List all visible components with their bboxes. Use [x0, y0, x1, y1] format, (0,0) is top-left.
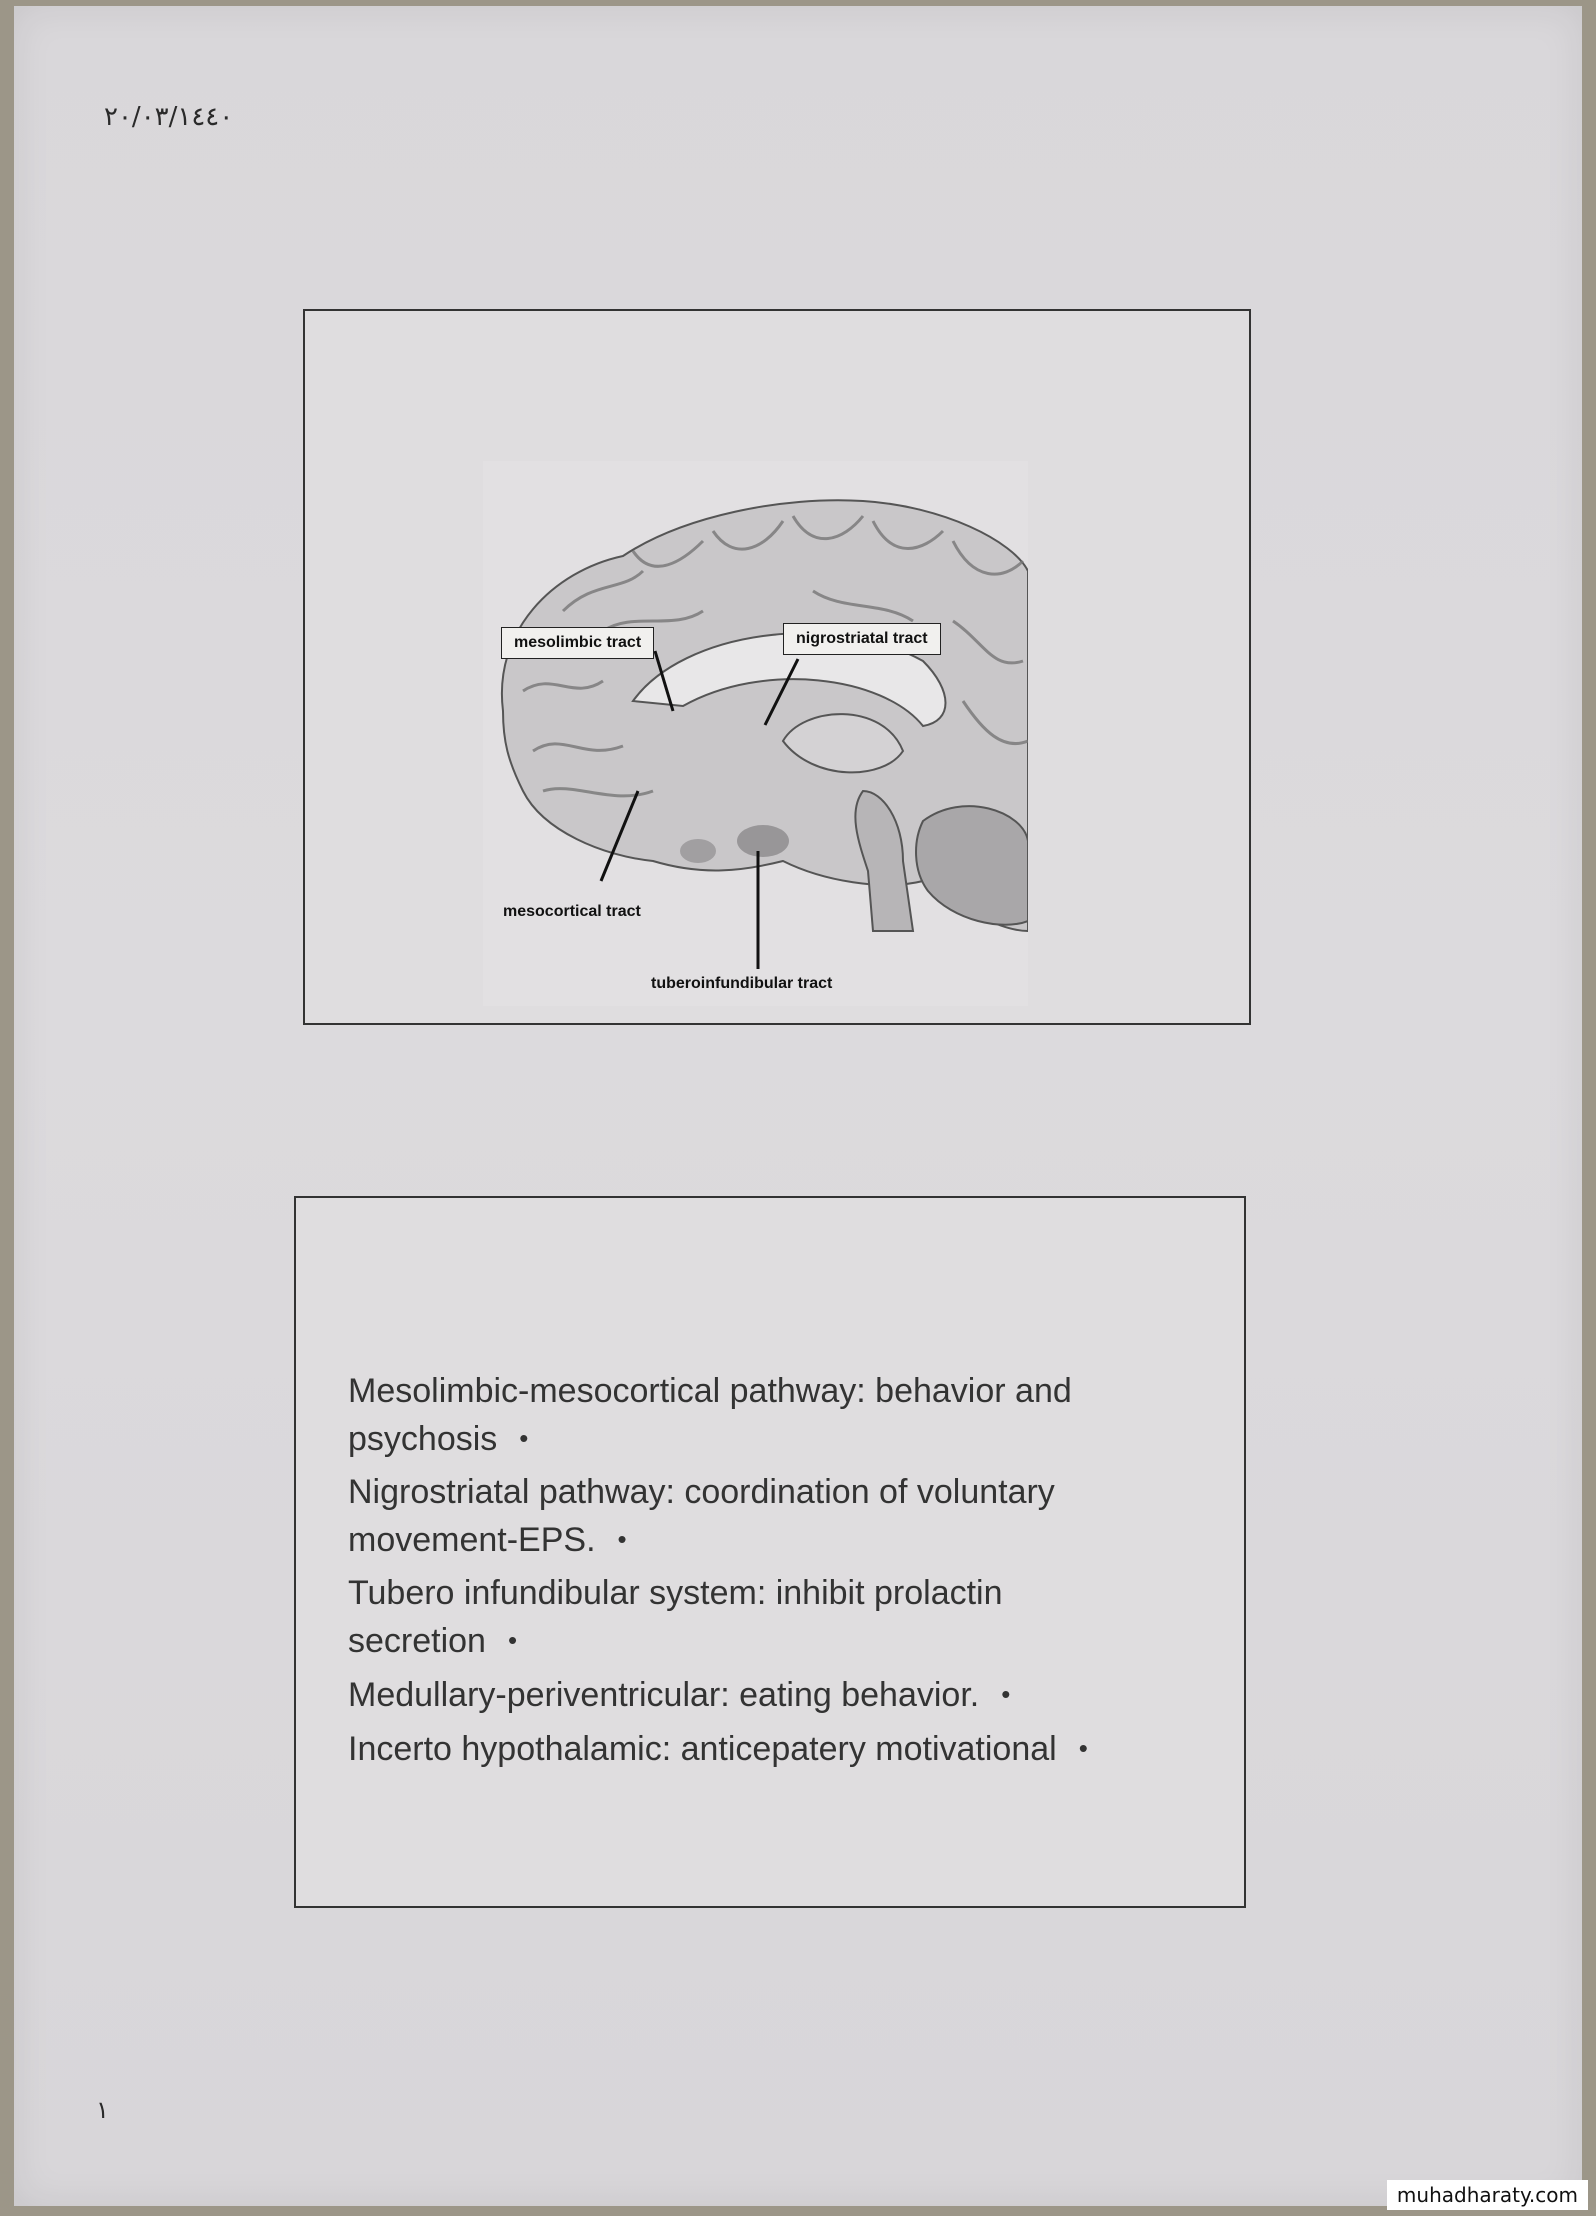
label-nigrostriatal-tract: nigrostriatal tract	[783, 623, 941, 655]
list-item: Nigrostriatal pathway: coordination of voluntary movement-EPS. •	[348, 1473, 1055, 1559]
pathway-bullet-list	[348, 1368, 1178, 1779]
label-tuberoinfundibular-tract: tuberoinfundibular tract	[651, 975, 833, 992]
bullet-icon: •	[519, 1423, 529, 1453]
slide-brain-figure	[303, 309, 1251, 1025]
list-item: Mesolimbic-mesocortical pathway: behavior and psychosis •	[348, 1372, 1072, 1458]
site-watermark: muhadharaty.com	[1387, 2180, 1588, 2210]
brain-sagittal-diagram	[483, 461, 1028, 1006]
bullet-icon: •	[1001, 1679, 1011, 1709]
list-item: Medullary-periventricular: eating behavior. •	[348, 1676, 1011, 1714]
label-mesocortical-tract: mesocortical tract	[503, 903, 641, 920]
document-page	[14, 6, 1582, 2206]
bullet-icon: •	[507, 1625, 518, 1655]
list-item: Incerto hypothalamic: anticepatery motivational •	[348, 1730, 1088, 1768]
slide-pathways-list	[294, 1196, 1246, 1908]
label-mesolimbic-tract: mesolimbic tract	[501, 627, 654, 659]
page-number: ١	[96, 2096, 109, 2124]
bullet-icon: •	[1078, 1733, 1088, 1763]
page-date: ٢٠/٠٣/١٤٤٠	[104, 102, 234, 132]
list-item: Tubero infundibular system: inhibit prolactin secretion •	[348, 1574, 1003, 1660]
bullet-icon: •	[617, 1524, 627, 1554]
brain-illustration	[483, 461, 1028, 1006]
